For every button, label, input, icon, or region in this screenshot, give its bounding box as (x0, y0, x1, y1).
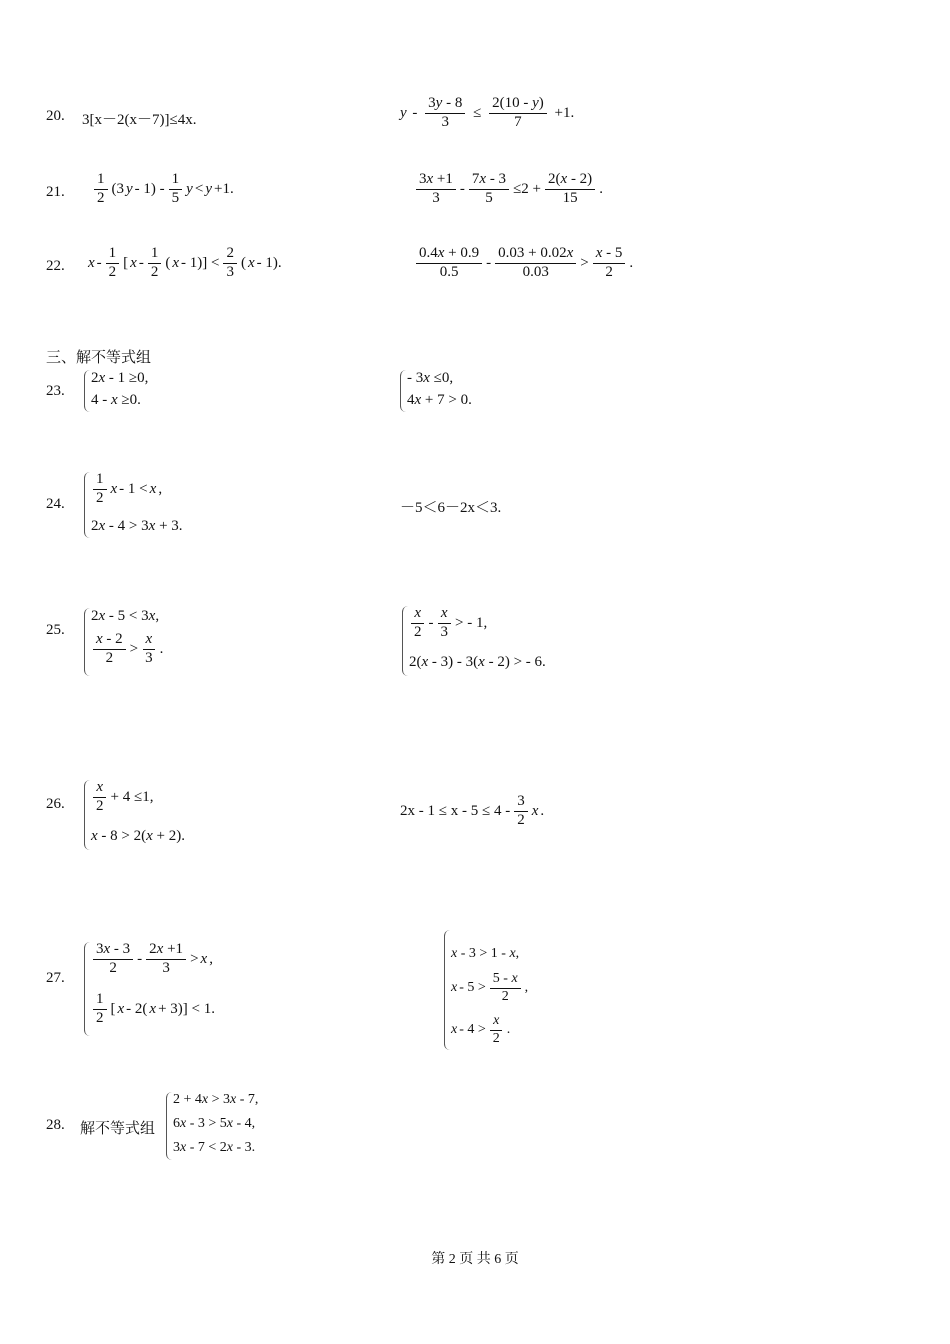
problem-22-number: 22. (46, 258, 65, 274)
problem-24-right-expression: －5＜6－2x＜3. (400, 500, 502, 516)
problem-27-left-system: $\frac{3x - 3}{2}$ - $\frac{2x +1}{3}$ > x , $\frac{1}{2}$ [ x - 2( x + 3)] < 1. (84, 942, 90, 1036)
problem-21-number: 21. (46, 184, 65, 200)
problem-25-right-system: $\frac{x}{2}$ - $\frac{x}{3}$ > - 1, 2(x - 3) - 3(x - 2) > - 6. (402, 606, 408, 676)
problem-24-number: 24. (46, 496, 65, 512)
problem-23-right-system: - 3x ≤0, 4x + 7 > 0. (400, 370, 406, 412)
problem-25-left-system: 2x - 5 < 3x, $\frac{x - 2}{2}$ > $\frac{x}{3}$ . (84, 608, 90, 676)
problem-23-number: 23. (46, 383, 65, 399)
problem-28-label: 解不等式组 (80, 1121, 156, 1137)
problem-28-number: 28. (46, 1117, 65, 1133)
problem-25-number: 25. (46, 622, 65, 638)
problem-28-system: 2 + 4x > 3x - 7, 6x - 3 > 5x - 4, 3x - 7 < 2x - 3. (166, 1092, 172, 1160)
problem-24-left-system: $\frac{1}{2}$ x - 1 < x , 2x - 4 > 3x + 3. (84, 472, 90, 538)
problem-22-right-expression: $\frac{0.4x + 0.9}{0.5}$ - $\frac{0.03 + 0.02x}{0.03}$ > $\frac{x - 5}{2}$ . (414, 246, 633, 281)
problem-27-number: 27. (46, 970, 65, 986)
problem-20-left-expression: 3[x－2(x－7)]≤4x. (82, 112, 197, 128)
problem-26-right-inequality: 2x - 1 ≤ x - 5 ≤ 4 - (400, 802, 511, 819)
problem-21-left-expression: $\frac{1}{2}$ (3 y - 1) - $\frac{1}{5}$ y < y +1. (92, 172, 234, 207)
problem-21-right-expression: $\frac{3x +1}{3}$ - $\frac{7x - 3}{5}$ ≤2 + $\frac{2(x - 2)}{15}$ . (414, 172, 603, 207)
problem-22-left-expression: x - $\frac{1}{2}$ [ x - $\frac{1}{2}$ ( x - 1)] < $\frac{2}{3}$ ( x - 1). (88, 245, 282, 280)
problem-20-right-expression: y - $\frac{3y - 8}{3}$ ≤ $\frac{2(10 - y)}{7}$ +1. (400, 95, 575, 130)
problem-26-left-system: $\frac{x}{2}$ + 4 ≤1, x - 8 > 2(x + 2). (84, 780, 90, 850)
problem-26-number: 26. (46, 796, 65, 812)
page-footer: 第 2 页 共 6 页 (431, 1252, 519, 1267)
problem-23-left-system: 2x - 1 ≥0, 4 - x ≥0. (84, 370, 90, 412)
section-title: 三、解不等式组 (46, 350, 152, 366)
problem-26-right-expression: 2x - 1 ≤ x - 5 ≤ 4 - $\frac{3}{2}$ x . (400, 793, 545, 828)
problem-20-number: 20. (46, 108, 65, 124)
problem-27-right-system: x - 3 > 1 - x, x - 5 > $\frac{5 - x}{2}$ , x - 4 > $\frac{x}{2}$ . (444, 930, 450, 1050)
